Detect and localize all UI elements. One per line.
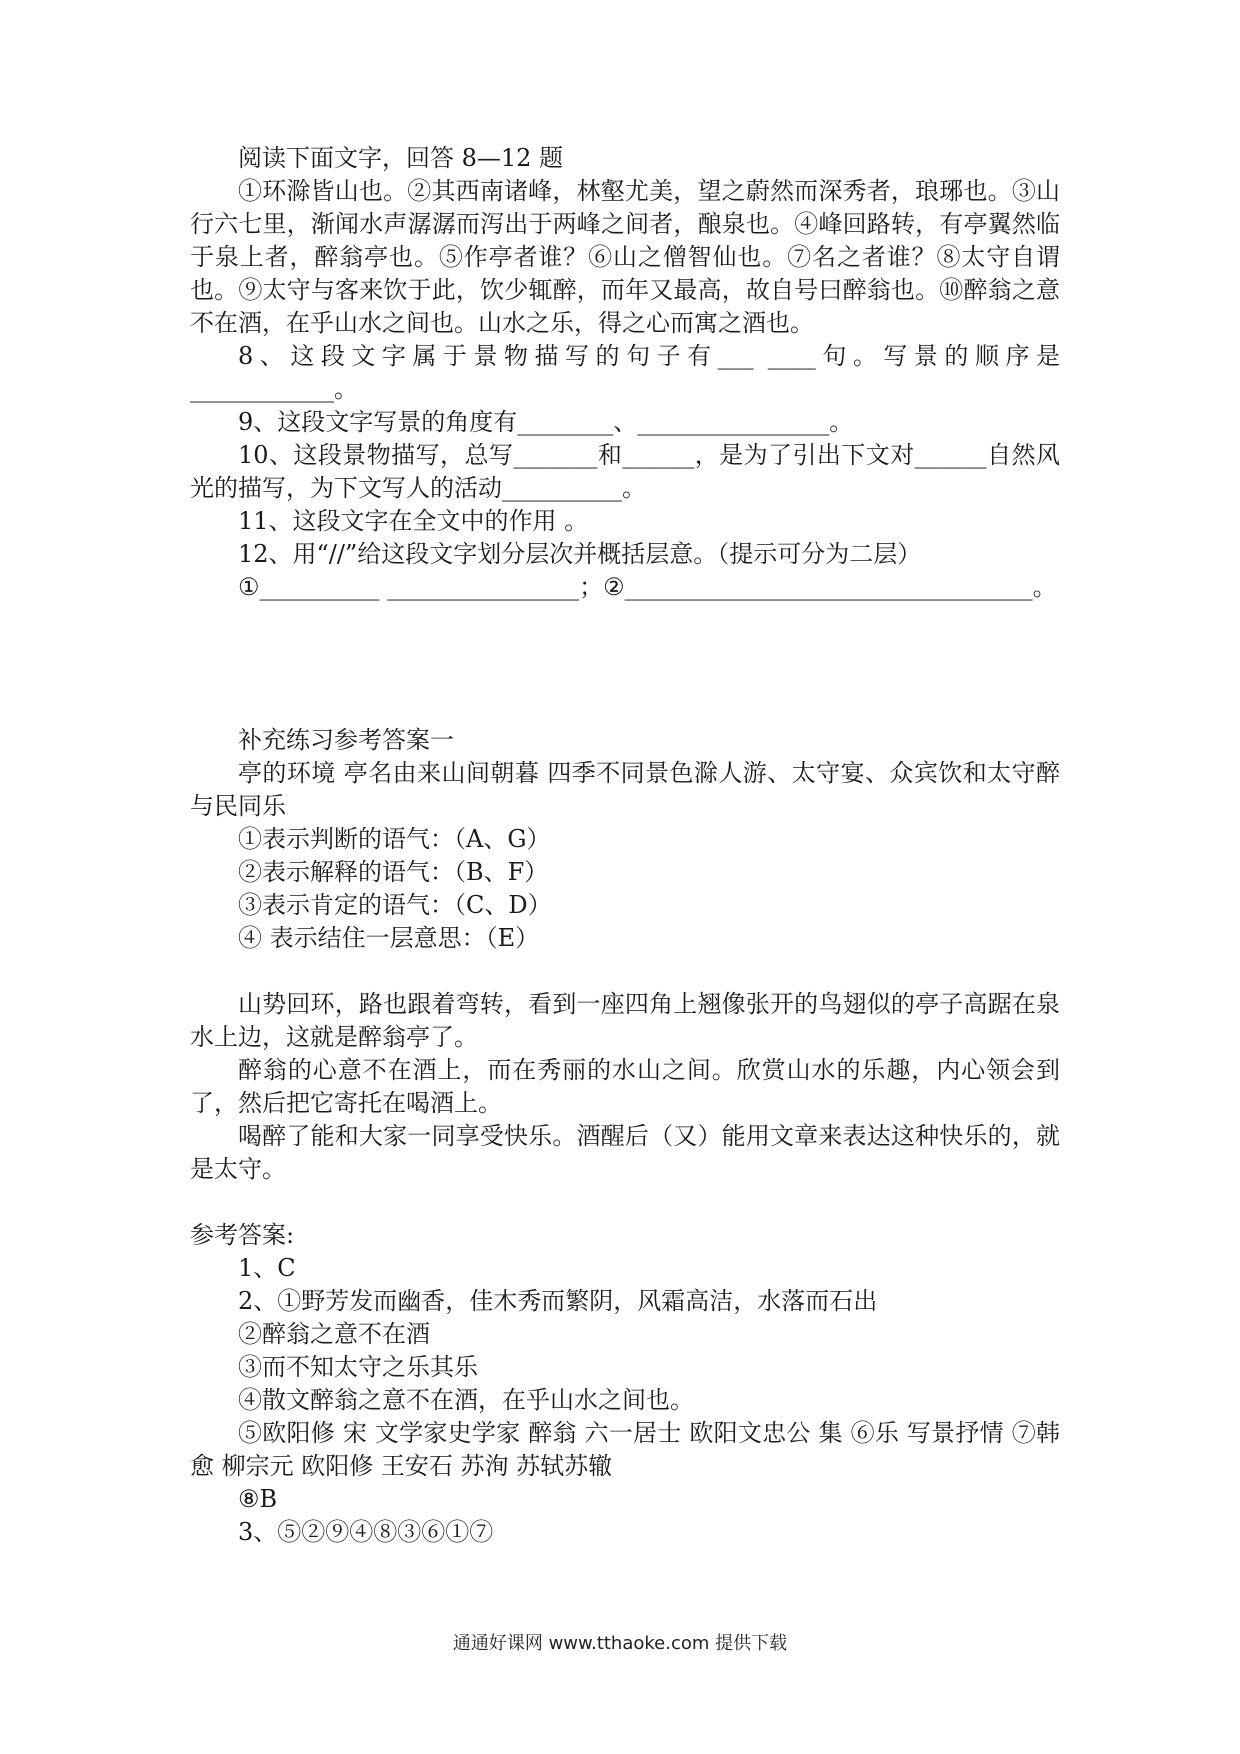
reference-answer-line: ⑧B — [238, 1485, 278, 1513]
question-9: 9、这段文字写景的角度有________、________________。 — [238, 408, 854, 436]
section1-header: 阅读下面文字，回答 8—12 题 — [238, 144, 564, 172]
section4-header: 参考答案: — [190, 1221, 295, 1249]
document-body — [190, 142, 1060, 1549]
translation-paragraph: 山势回环，路也跟着弯转，看到一座四角上翘像张开的鸟翅似的亭子高踞在泉水上边，这就是醉翁亭了。 — [190, 990, 1060, 1051]
answer-item: ①表示判断的语气：（A、G） — [238, 825, 551, 853]
translation-paragraph: 喝醉了能和大家一同享受快乐。酒醒后（又）能用文章来表达这种快乐的，就是太守。 — [190, 1122, 1060, 1183]
section2-header: 补充练习参考答案一 — [238, 726, 454, 754]
question-12-blanks: ①__________ ________________；②__________________________________。 — [238, 573, 1057, 601]
passage-text: ①环滁皆山也。②其西南诸峰，林壑尤美，望之蔚然而深秀者，琅琊也。③山行六七里，渐闻水声潺潺而泻出于两峰之间者，酿泉也。④峰回路转，有亭翼然临于泉上者，醉翁亭也。⑤作亭者谁？⑥山之僧智仙也。⑦名之者谁？⑧太守自谓也。⑨太守与客来饮于此，饮少辄醉，而年又最高，故自号曰醉翁也。⑩醉翁之意不在酒，在乎山水之间也。山水之乐，得之心而寓之酒也。 — [190, 177, 1060, 337]
reference-answer-line: 1、C — [238, 1254, 296, 1282]
translation-paragraph: 醉翁的心意不在酒上，而在秀丽的水山之间。欣赏山水的乐趣，内心领会到了，然后把它寄托在喝酒上。 — [190, 1056, 1060, 1117]
answer-item: ④ 表示结住一层意思：（E） — [238, 924, 540, 952]
answer-summary-line: 亭的环境 亭名由来山间朝暮 四季不同景色滁人游、太守宴、众宾饮和太守醉 与民同乐 — [190, 759, 1060, 820]
question-8: 8、这段文字属于景物描写的句子有___ ____句。写景的顺序是____________。 — [190, 342, 1060, 403]
question-11: 11、这段文字在全文中的作用 。 — [238, 507, 589, 535]
reference-answer-line: ④散文醉翁之意不在酒，在乎山水之间也。 — [238, 1386, 694, 1414]
reference-answer-line: ②醉翁之意不在酒 — [238, 1320, 430, 1348]
reference-answer-line: ③而不知太守之乐其乐 — [238, 1353, 478, 1381]
reference-answer-line: 2、①野芳发而幽香，佳木秀而繁阴，风霜高洁，水落而石出 — [238, 1287, 878, 1315]
reference-answer-line: ⑤欧阳修 宋 文学家史学家 醉翁 六一居士 欧阳文忠公 集 ⑥乐 写景抒情 ⑦韩愈 柳宗元 欧阳修 王安石 苏洵 苏轼苏辙 — [190, 1419, 1060, 1480]
page-footer: 通通好课网 www.tthaoke.com 提供下载 — [452, 1633, 788, 1654]
question-10: 10、这段景物描写，总写_______和______，是为了引出下文对______自然风光的描写，为下文写人的活动__________。 — [190, 441, 1060, 502]
reference-answer-line: 3、⑤②⑨④⑧③⑥①⑦ — [238, 1518, 494, 1546]
answer-item: ②表示解释的语气：（B、F） — [238, 858, 549, 886]
question-12: 12、用“//”给这段文字划分层次并概括层意。（提示可分为二层） — [238, 540, 922, 568]
answer-item: ③表示肯定的语气：（C、D） — [238, 891, 552, 919]
